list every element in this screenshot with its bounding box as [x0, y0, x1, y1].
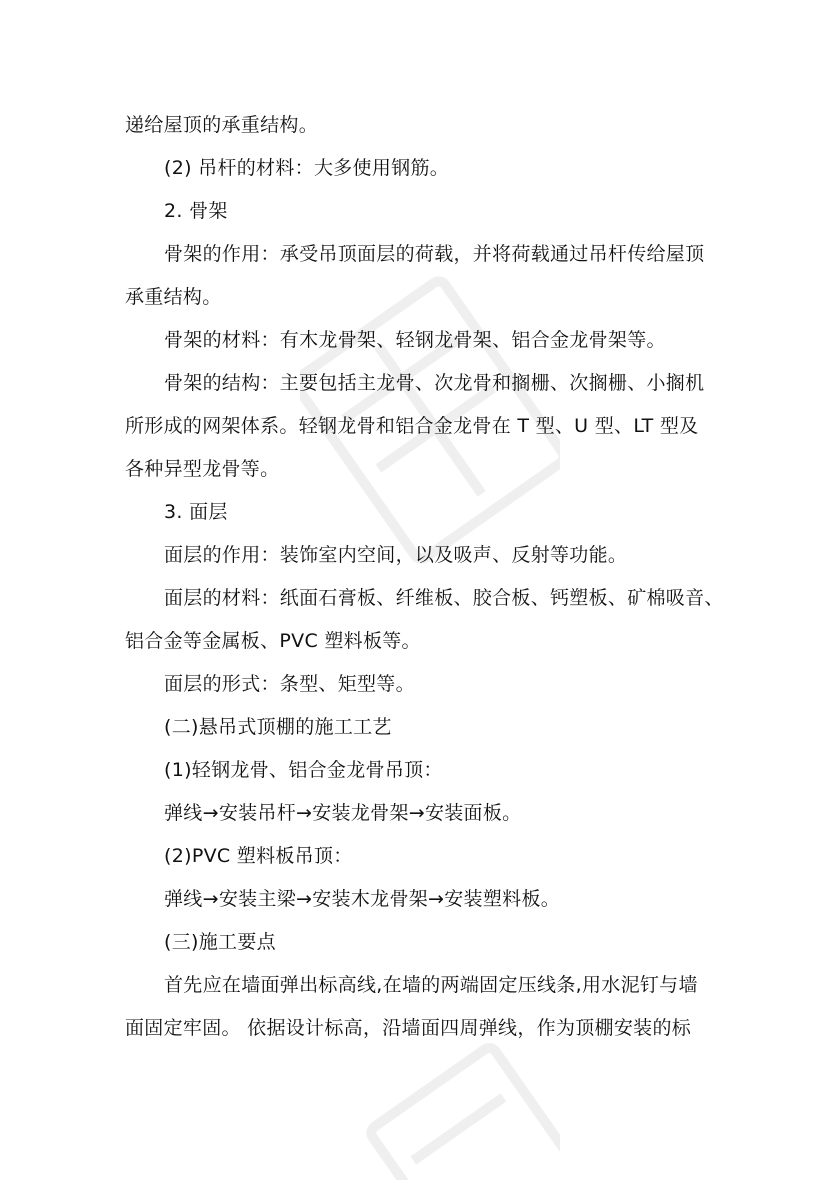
body-line-1: 递给屋顶的承重结构。: [125, 114, 319, 136]
subsection-heading-3: (三)施工要点: [164, 931, 276, 953]
subsection-heading-2: (二)悬吊式顶棚的施工工艺: [164, 716, 392, 738]
body-line-4: 骨架的作用：承受吊顶面层的荷载，并将荷载通过吊杆传给屋顶: [164, 243, 705, 265]
body-line-17: 弹线→安装吊杆→安装龙骨架→安装面板。: [164, 802, 522, 824]
section-heading-2: 2. 骨架: [164, 200, 228, 222]
body-line-14: 面层的形式：条型、矩型等。: [164, 673, 415, 695]
body-line-8: 所形成的网架体系。轻钢龙骨和铝合金龙骨在 T 型、U 型、LT 型及: [125, 415, 699, 437]
body-line-6: 骨架的材料：有木龙骨架、轻钢龙骨架、铝合金龙骨架等。: [164, 329, 666, 351]
body-line-19: 弹线→安装主梁→安装木龙骨架→安装塑料板。: [164, 888, 561, 910]
section-heading-3: 3. 面层: [164, 501, 228, 523]
body-line-5: 承重结构。: [125, 286, 222, 308]
body-line-22: 面固定牢固。 依据设计标高，沿墙面四周弹线，作为顶棚安装的标: [125, 1017, 692, 1039]
body-line-21: 首先应在墙面弹出标高线,在墙的两端固定压线条,用水泥钉与墙: [164, 974, 698, 996]
body-line-18: (2)PVC 塑料板吊顶：: [164, 845, 353, 867]
body-line-2: (2) 吊杆的材料：大多使用钢筋。: [164, 157, 450, 179]
body-line-7: 骨架的结构：主要包括主龙骨、次龙骨和搁栅、次搁栅、小搁机: [164, 372, 705, 394]
watermark-stamp-bottom: [360, 1040, 560, 1180]
body-line-11: 面层的作用：装饰室内空间，以及吸声、反射等功能。: [164, 544, 628, 566]
body-line-9: 各种异型龙骨等。: [125, 458, 280, 480]
body-line-13: 铝合金等金属板、PVC 塑料板等。: [125, 630, 421, 652]
body-line-12: 面层的材料：纸面石膏板、纤维板、胶合板、钙塑板、矿棉吸音、: [164, 587, 724, 609]
body-line-16: (1)轻钢龙骨、铝合金龙骨吊顶：: [164, 759, 443, 781]
